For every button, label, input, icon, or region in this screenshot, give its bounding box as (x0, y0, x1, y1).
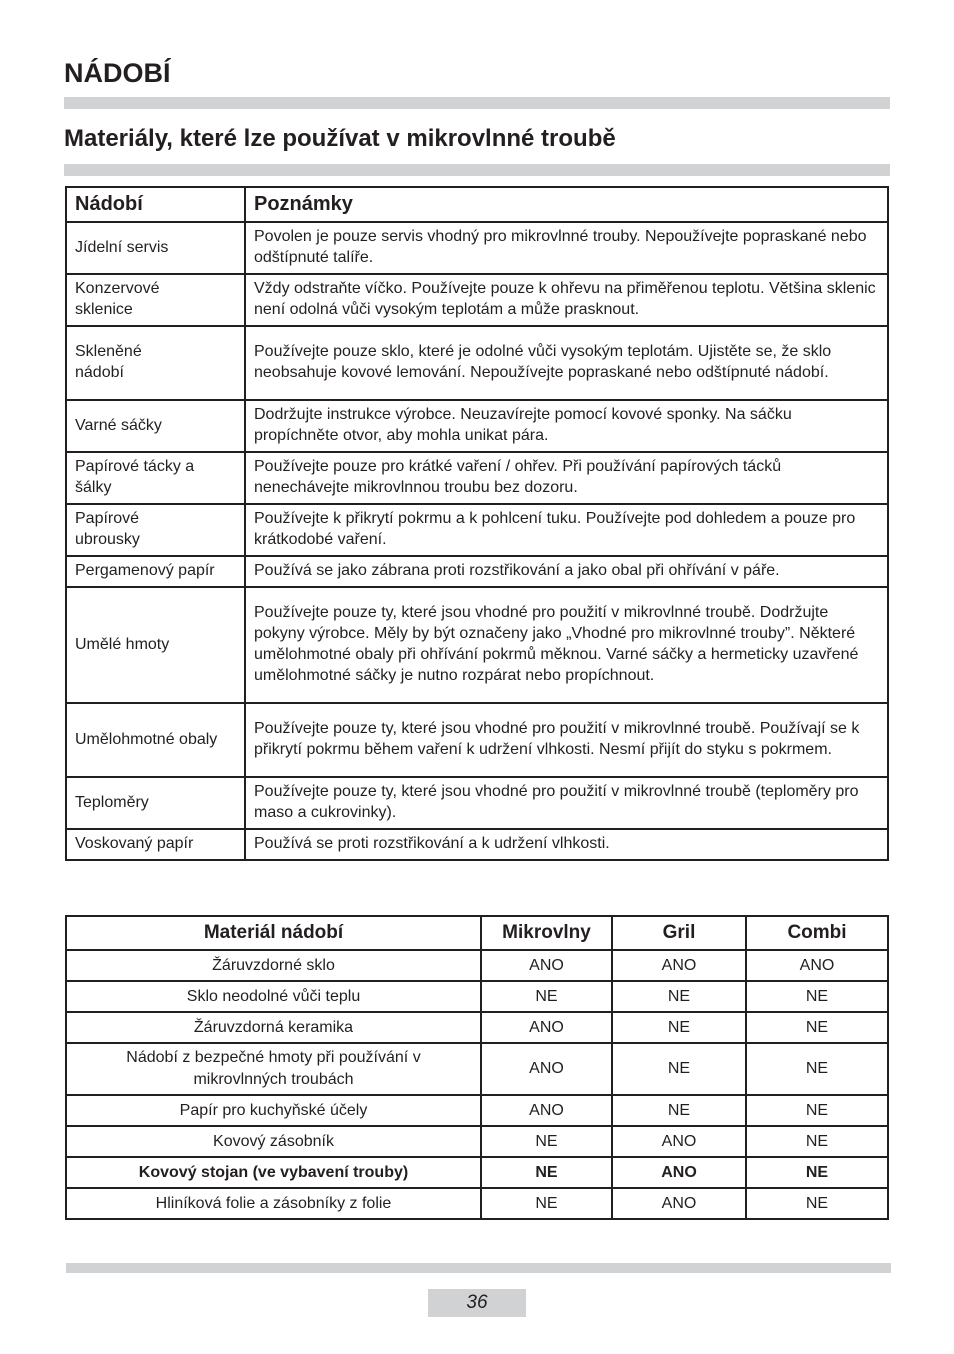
header-notes: Poznámky (245, 187, 888, 222)
grill-cell: NE (612, 1012, 746, 1043)
grill-cell: NE (612, 1043, 746, 1095)
material-cell: Papír pro kuchyňské účely (66, 1095, 481, 1126)
header-grill: Gril (612, 916, 746, 950)
material-cell: Kovový stojan (ve vybavení trouby) (66, 1157, 481, 1188)
note-cell: Používá se jako zábrana proti rozstřikování a jako obal při ohřívání v páře. (245, 556, 888, 587)
table-row (66, 1157, 888, 1188)
header-material: Materiál nádobí (66, 916, 481, 950)
footer-divider (66, 1263, 891, 1273)
microwave-cell: NE (481, 1188, 612, 1219)
combi-cell: NE (746, 1012, 888, 1043)
table-row (66, 452, 888, 504)
material-cell: Hliníková folie a zásobníky z folie (66, 1188, 481, 1219)
cookware-cell: Pergamenový papír (66, 556, 245, 587)
table-row (66, 400, 888, 452)
note-cell: Povolen je pouze servis vhodný pro mikrovlnné trouby. Nepoužívejte popraskané nebo odštípnuté talíře. (245, 222, 888, 274)
microwave-cell: NE (481, 981, 612, 1012)
table-row (66, 777, 888, 829)
combi-cell: ANO (746, 950, 888, 981)
cookware-cell: Papírové tácky a šálky (66, 452, 245, 504)
combi-cell: NE (746, 981, 888, 1012)
subtitle-divider (64, 164, 890, 176)
table-row (66, 222, 888, 274)
combi-cell: NE (746, 1095, 888, 1126)
table-row (66, 703, 888, 777)
cookware-cell: Voskovaný papír (66, 829, 245, 860)
header-microwave: Mikrovlny (481, 916, 612, 950)
microwave-cell: NE (481, 1157, 612, 1188)
microwave-cell: ANO (481, 1012, 612, 1043)
notes-table-header (66, 187, 888, 222)
combi-cell: NE (746, 1043, 888, 1095)
table-row (66, 829, 888, 860)
cookware-cell: Teploměry (66, 777, 245, 829)
note-cell: Používá se proti rozstřikování a k udržení vlhkosti. (245, 829, 888, 860)
grill-cell: NE (612, 1095, 746, 1126)
note-cell: Používejte pouze sklo, které je odolné vůči vysokým teplotám. Ujistěte se, že sklo neobsahuje kovové lemování. Nepoužívejte popraskané nebo odštípnuté nádobí. (245, 326, 888, 400)
cookware-cell: Konzervové sklenice (66, 274, 245, 326)
material-cell: Nádobí z bezpečné hmoty při používání v mikrovlnných troubách (66, 1043, 481, 1095)
grill-cell: ANO (612, 1157, 746, 1188)
grill-cell: ANO (612, 1188, 746, 1219)
note-cell: Dodržujte instrukce výrobce. Neuzavírejte pomocí kovové sponky. Na sáčku propíchněte otvor, aby mohla unikat pára. (245, 400, 888, 452)
cookware-cell: Skleněné nádobí (66, 326, 245, 400)
material-cell: Žáruvzdorné sklo (66, 950, 481, 981)
microwave-cell: ANO (481, 1043, 612, 1095)
title-divider (64, 97, 890, 109)
table-row (66, 326, 888, 400)
grill-cell: ANO (612, 950, 746, 981)
table-row (66, 1043, 888, 1095)
material-cell: Sklo neodolné vůči teplu (66, 981, 481, 1012)
material-cell: Žáruvzdorná keramika (66, 1012, 481, 1043)
combi-cell: NE (746, 1126, 888, 1157)
microwave-cell: NE (481, 1126, 612, 1157)
page-number: 36 (428, 1289, 526, 1317)
cookware-cell: Varné sáčky (66, 400, 245, 452)
note-cell: Používejte k přikrytí pokrmu a k pohlcení tuku. Používejte pod dohledem a pouze pro krátkodobé vaření. (245, 504, 888, 556)
note-cell: Používejte pouze ty, které jsou vhodné pro použití v mikrovlnné troubě. Dodržujte pokyny výrobce. Měly by být označeny jako „Vhodné pro mikrovlnné trouby”. Některé umělohmotné obaly při ohřívání pokrmů měknou. Varné sáčky a hermeticky uzavřené umělohmotné sáčky je nutno rozpárat nebo propíchnout. (245, 587, 888, 703)
combi-cell: NE (746, 1157, 888, 1188)
note-cell: Používejte pouze ty, které jsou vhodné pro použití v mikrovlnné troubě. Používají se k přikrytí pokrmu během vaření k udržení vlhkosti. Nesmí přijít do styku s pokrmem. (245, 703, 888, 777)
table-row (66, 1188, 888, 1219)
cookware-cell: Umělé hmoty (66, 587, 245, 703)
table-row (66, 274, 888, 326)
table-row (66, 950, 888, 981)
section-subtitle: Materiály, které lze používat v mikrovlnné troubě (64, 125, 616, 152)
header-combi: Combi (746, 916, 888, 950)
grill-cell: NE (612, 981, 746, 1012)
notes-table (65, 186, 889, 861)
note-cell: Používejte pouze pro krátké vaření / ohřev. Při používání papírových tácků nenechávejte mikrovlnnou troubu bez dozoru. (245, 452, 888, 504)
table-row (66, 981, 888, 1012)
microwave-cell: ANO (481, 950, 612, 981)
table-row (66, 1012, 888, 1043)
grill-cell: ANO (612, 1126, 746, 1157)
table-row (66, 1126, 888, 1157)
note-cell: Používejte pouze ty, které jsou vhodné pro použití v mikrovlnné troubě (teploměry pro maso a cukrovinky). (245, 777, 888, 829)
cookware-cell: Papírové ubrousky (66, 504, 245, 556)
materials-table-header (66, 916, 888, 950)
header-cookware: Nádobí (66, 187, 245, 222)
combi-cell: NE (746, 1188, 888, 1219)
note-cell: Vždy odstraňte víčko. Používejte pouze k ohřevu na přiměřenou teplotu. Většina sklenic není odolná vůči vysokým teplotám a může prasknout. (245, 274, 888, 326)
table-row (66, 587, 888, 703)
cookware-cell: Jídelní servis (66, 222, 245, 274)
table-row (66, 1095, 888, 1126)
material-cell: Kovový zásobník (66, 1126, 481, 1157)
cookware-cell: Umělohmotné obaly (66, 703, 245, 777)
page-title: NÁDOBÍ (64, 58, 171, 88)
table-row (66, 504, 888, 556)
materials-table (65, 915, 889, 1220)
table-row (66, 556, 888, 587)
microwave-cell: ANO (481, 1095, 612, 1126)
